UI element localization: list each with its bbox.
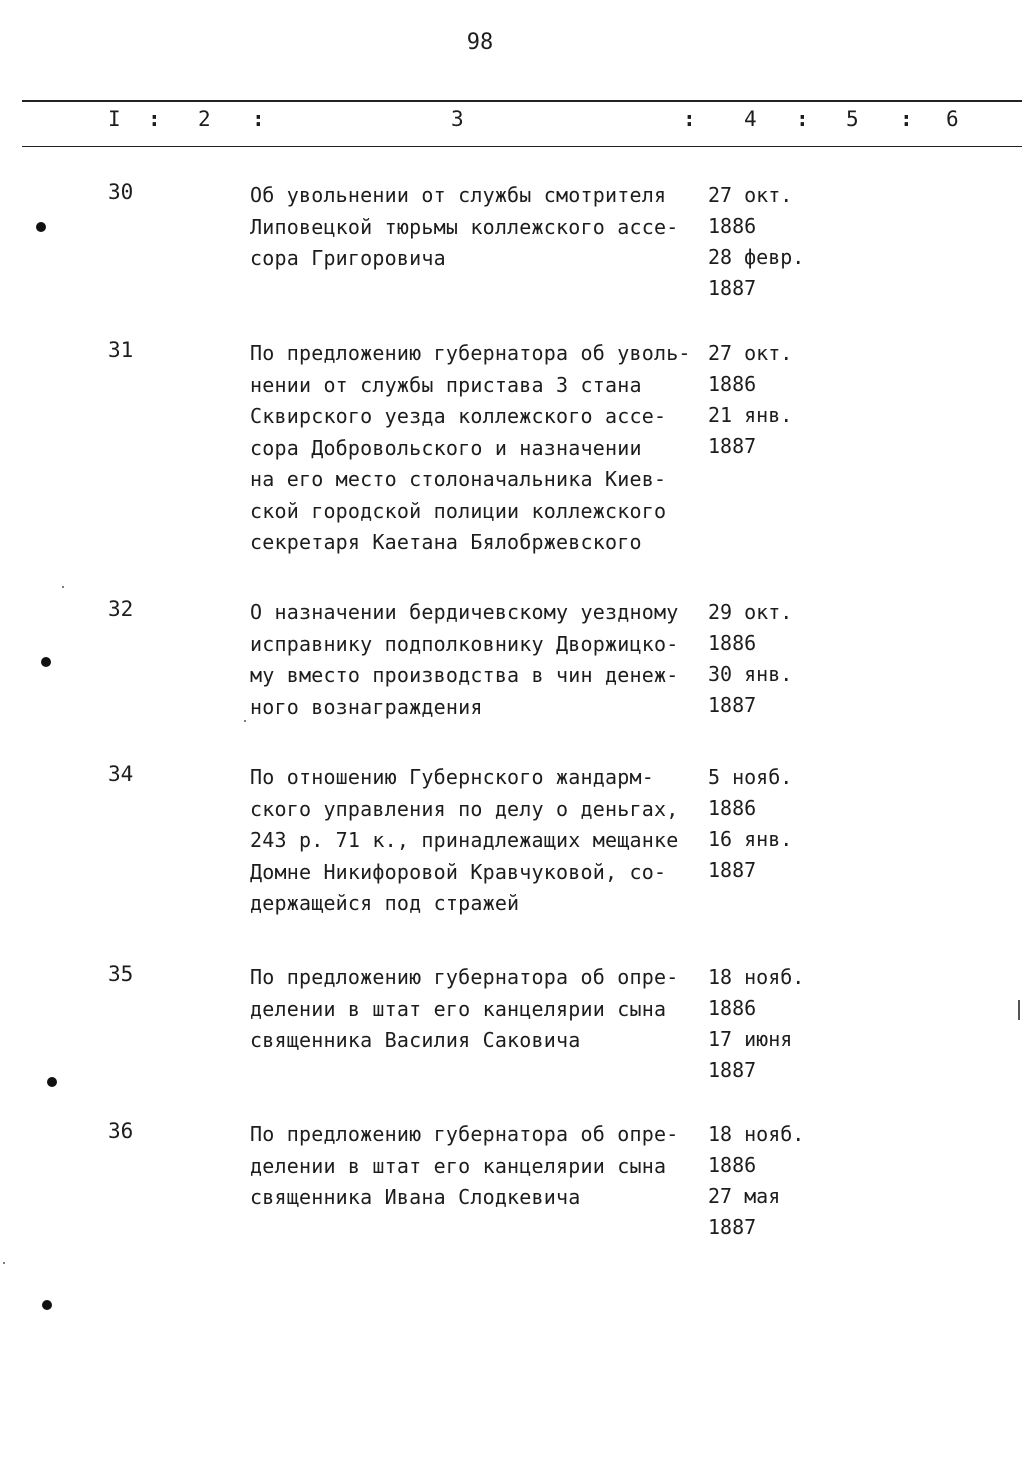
description-line: По предложению губернатора об уволь- (250, 341, 691, 365)
description-line: му вместо производства в чин денеж- (250, 663, 679, 687)
punch-hole-mark (42, 1300, 52, 1310)
description-line: делении в штат его канцелярии сына (250, 1153, 667, 1178)
date-start: 29 окт. (708, 600, 793, 624)
scan-speck (3, 1262, 5, 1264)
punch-hole-mark (41, 657, 51, 667)
year-end: 1887 (708, 858, 757, 882)
year-end: 1887 (708, 276, 757, 300)
description-line: ской городской полиции коллежского (250, 498, 667, 523)
header-col-2: 2 (198, 107, 211, 131)
year-start: 1886 (708, 631, 757, 655)
date-start: 18 нояб. (708, 965, 805, 989)
year-start: 1886 (708, 996, 757, 1020)
description-line: ного вознаграждения (250, 694, 483, 719)
table-header-top-rule (22, 100, 1022, 102)
description-line: нении от службы пристава 3 стана (250, 372, 642, 397)
description-line: Сквирского уезда коллежского ассе- (250, 404, 667, 428)
description-line: Липовецкой тюрьмы коллежского ассе- (250, 214, 679, 239)
date-end: 16 янв. (708, 827, 793, 851)
year-start: 1886 (708, 372, 757, 396)
description-line: О назначении бердичевскому уездному (250, 600, 679, 624)
entry-description (250, 962, 710, 1057)
description-line: По отношению Губернского жандарм- (250, 765, 654, 789)
description-line: ского управления по делу о деньгах, (250, 796, 679, 821)
entry-description (250, 597, 710, 723)
entry-dates (708, 338, 792, 462)
description-line: на его место столоначальника Киев- (250, 467, 667, 491)
entry-dates (708, 180, 804, 304)
punch-hole-mark (47, 1077, 57, 1087)
entry-number: 36 (108, 1119, 134, 1143)
header-separator: : (683, 107, 696, 131)
entry-dates (708, 762, 792, 886)
description-line: По предложению губернатора об опре- (250, 1122, 679, 1146)
entry-description (250, 180, 710, 275)
entry-number: 30 (108, 180, 134, 204)
header-separator: : (252, 107, 265, 131)
entry-dates (708, 1119, 804, 1243)
entry-dates (708, 962, 804, 1086)
date-end: 27 мая (708, 1184, 781, 1208)
entry-number: 35 (108, 962, 134, 986)
entry-dates (708, 597, 792, 721)
date-end: 21 янв. (708, 403, 793, 427)
description-line: 243 р. 71 к., принадлежащих мещанке (250, 828, 679, 852)
scan-speck (244, 720, 246, 722)
date-start: 5 нояб. (708, 765, 793, 789)
description-line: священника Василия Саковича (250, 1028, 581, 1052)
description-line: исправнику подполковнику Дворжицко- (250, 631, 679, 656)
year-end: 1887 (708, 1215, 757, 1239)
year-start: 1886 (708, 1153, 757, 1177)
table-header-bottom-rule (22, 146, 1022, 147)
description-line: Об увольнении от службы смотрителя (250, 183, 667, 207)
header-col-4: 4 (744, 107, 757, 131)
description-line: делении в штат его канцелярии сына (250, 996, 667, 1021)
scan-speck (62, 586, 64, 588)
punch-hole-mark (36, 222, 46, 232)
date-end: 30 янв. (708, 662, 793, 686)
entry-description (250, 338, 710, 559)
header-separator: : (148, 107, 161, 131)
entry-description (250, 762, 710, 920)
header-col-3: 3 (451, 107, 464, 131)
scan-speck (1018, 1000, 1020, 1020)
description-line: секретаря Каетана Бялобржевского (250, 530, 642, 554)
description-line: сора Добровольского и назначении (250, 435, 642, 460)
entry-number: 32 (108, 597, 134, 621)
date-end: 17 июня (708, 1027, 793, 1051)
header-col-5: 5 (846, 107, 859, 131)
description-line: держащейся под стражей (250, 891, 520, 915)
date-end: 28 февр. (708, 245, 805, 269)
entry-description (250, 1119, 710, 1214)
date-start: 27 окт. (708, 341, 793, 365)
year-end: 1887 (708, 1058, 757, 1082)
year-end: 1887 (708, 693, 757, 717)
year-end: 1887 (708, 434, 757, 458)
page-number: 98 (466, 30, 494, 55)
description-line: сора Григоровича (250, 246, 446, 270)
year-start: 1886 (708, 796, 757, 820)
header-col-6: 6 (946, 107, 959, 131)
date-start: 27 окт. (708, 183, 793, 207)
header-separator: : (900, 107, 913, 131)
description-line: По предложению губернатора об опре- (250, 965, 679, 989)
header-separator: : (796, 107, 809, 131)
entry-number: 31 (108, 338, 134, 362)
description-line: священника Ивана Слодкевича (250, 1185, 581, 1209)
year-start: 1886 (708, 214, 757, 238)
entry-number: 34 (108, 762, 134, 786)
header-col-1: I (108, 107, 121, 131)
description-line: Домне Никифоровой Кравчуковой, со- (250, 859, 667, 884)
date-start: 18 нояб. (708, 1122, 805, 1146)
